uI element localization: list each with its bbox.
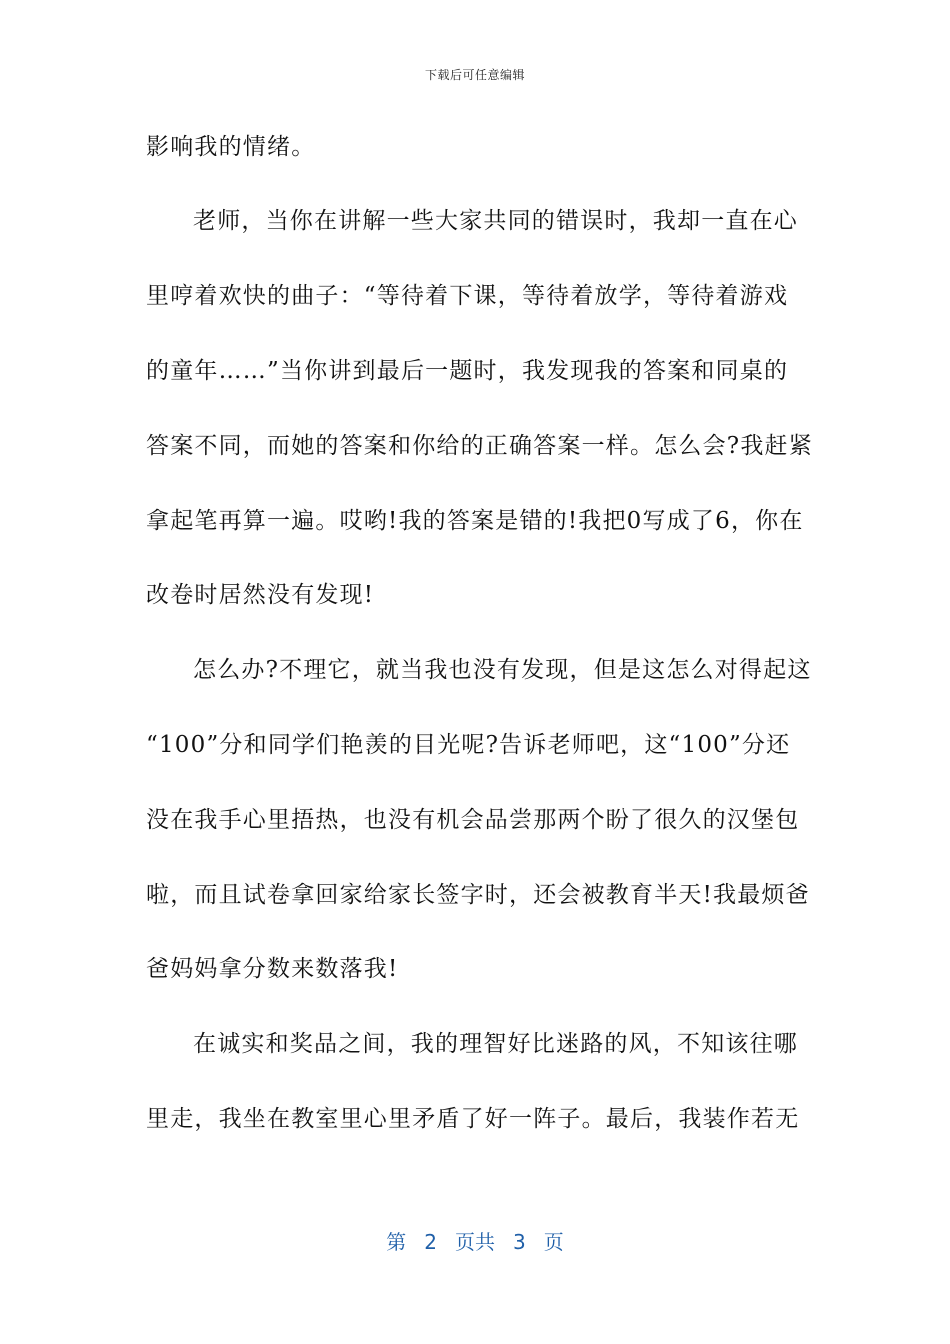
page-header: 下载后可任意编辑 <box>424 68 525 82</box>
text-line: 爸妈妈拿分数来数落我! <box>146 956 399 982</box>
text-line: 拿起笔再算一遍。哎哟!我的答案是错的!我把0写成了6，你在 <box>146 508 804 534</box>
page-label-suffix: 页 <box>543 1230 564 1254</box>
page-label-prefix: 第 <box>386 1230 407 1254</box>
paragraph-start-line: 怎么办?不理它，就当我也没有发现，但是这怎么对得起这 <box>193 657 812 683</box>
paragraph-start-line: 在诚实和奖品之间，我的理智好比迷路的风，不知该往哪 <box>193 1031 798 1057</box>
text-line: 里走，我坐在教室里心里矛盾了好一阵子。最后，我装作若无 <box>146 1106 800 1132</box>
page-label-middle: 页共 <box>455 1230 495 1254</box>
total-pages-number: 3 <box>513 1230 526 1254</box>
text-line: “100”分和同学们艳羡的目光呢?告诉老师吧，这“100”分还 <box>146 732 791 758</box>
text-line: 改卷时居然没有发现! <box>146 582 375 608</box>
text-line: 啦，而且试卷拿回家给家长签字时，还会被教育半天!我最烦爸 <box>146 882 810 908</box>
text-line: 答案不同，而她的答案和你给的正确答案一样。怎么会?我赶紧 <box>146 433 813 459</box>
page-footer <box>0 1226 950 1255</box>
text-line: 的童年……”当你讲到最后一题时，我发现我的答案和同桌的 <box>146 358 789 384</box>
text-line: 里哼着欢快的曲子：“等待着下课，等待着放学，等待着游戏 <box>146 283 789 309</box>
paragraph-start-line: 老师，当你在讲解一些大家共同的错误时，我却一直在心 <box>193 208 798 234</box>
text-line: 没在我手心里捂热，也没有机会品尝那两个盼了很久的汉堡包 <box>146 807 800 833</box>
text-line: 影响我的情绪。 <box>146 134 316 160</box>
current-page-number: 2 <box>424 1230 437 1254</box>
